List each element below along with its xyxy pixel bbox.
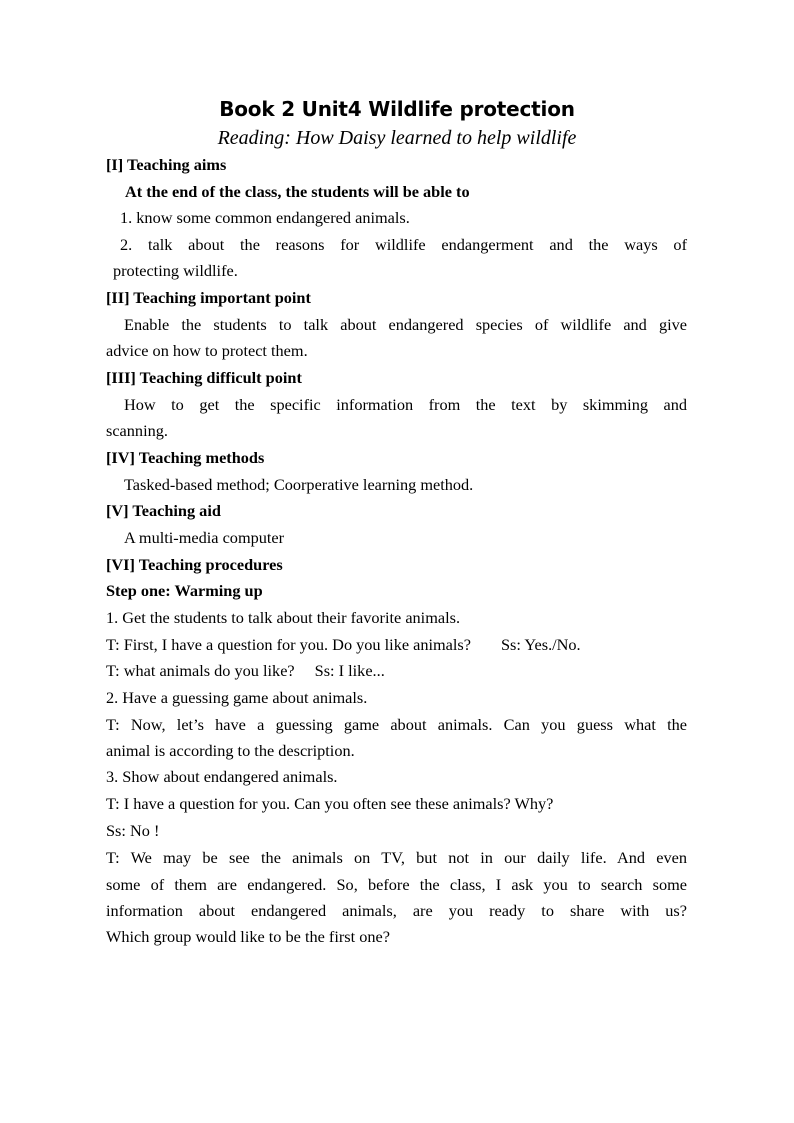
student-answer: Ss: Yes./No. (501, 635, 581, 654)
document-title: Book 2 Unit4 Wildlife protection (219, 97, 575, 121)
procedure-line: animal is according to the description. (106, 741, 355, 760)
procedure-paragraph (106, 845, 687, 925)
section-heading-procedures: [VI] Teaching procedures (106, 555, 283, 574)
aims-item-2-line-2: protecting wildlife. (113, 261, 238, 280)
procedure-line: 1. Get the students to talk about their favorite animals. (106, 608, 461, 627)
procedure-line: information about endangered animals, are you ready to share with us? (106, 901, 687, 920)
teacher-question: T: First, I have a question for you. Do you like animals? (106, 635, 471, 654)
procedure-line: 2. Have a guessing game about animals. (106, 688, 368, 707)
document-subtitle: Reading: How Daisy learned to help wildlife (217, 127, 577, 149)
procedure-line: 3. Show about endangered animals. (106, 767, 338, 786)
section-heading-aims: [I] Teaching aims (106, 155, 227, 174)
step-one-heading: Step one: Warming up (106, 581, 263, 600)
aims-item-2 (120, 232, 687, 259)
teacher-question: T: what animals do you like? (106, 661, 295, 680)
procedure-line: Which group would like to be the first one? (106, 927, 390, 946)
important-line-2: advice on how to protect them. (106, 341, 308, 360)
procedure-paragraph (106, 712, 687, 739)
procedure-line (106, 634, 581, 656)
section-heading-methods: [IV] Teaching methods (106, 448, 265, 467)
procedure-line (106, 660, 385, 682)
methods-text: Tasked-based method; Coorperative learning method. (124, 475, 474, 494)
important-line-1: Enable the students to talk about endangered species of wildlife and give (124, 315, 687, 334)
aims-intro: At the end of the class, the students will be able to (125, 182, 470, 201)
difficult-paragraph (124, 392, 687, 419)
section-heading-difficult: [III] Teaching difficult point (106, 368, 302, 387)
important-paragraph (124, 312, 687, 339)
section-heading-aid: [V] Teaching aid (106, 501, 221, 520)
procedure-line: T: We may be see the animals on TV, but not in our daily life. And even (106, 848, 687, 867)
procedure-line: Ss: No ! (106, 821, 160, 840)
section-heading-important: [II] Teaching important point (106, 288, 311, 307)
difficult-line-2: scanning. (106, 421, 168, 440)
difficult-line-1: How to get the specific information from the text by skimming and (124, 395, 687, 414)
aims-item-1: 1. know some common endangered animals. (120, 208, 410, 227)
aid-text: A multi-media computer (124, 528, 285, 547)
procedure-line: some of them are endangered. So, before the class, I ask you to search some (106, 874, 687, 894)
procedure-line: T: I have a question for you. Can you often see these animals? Why? (106, 794, 554, 813)
procedure-line: T: Now, let’s have a guessing game about animals. Can you guess what the (106, 715, 687, 734)
aims-item-2-line-1: 2. talk about the reasons for wildlife endangerment and the ways of (120, 235, 687, 254)
student-answer: Ss: I like... (314, 661, 385, 680)
